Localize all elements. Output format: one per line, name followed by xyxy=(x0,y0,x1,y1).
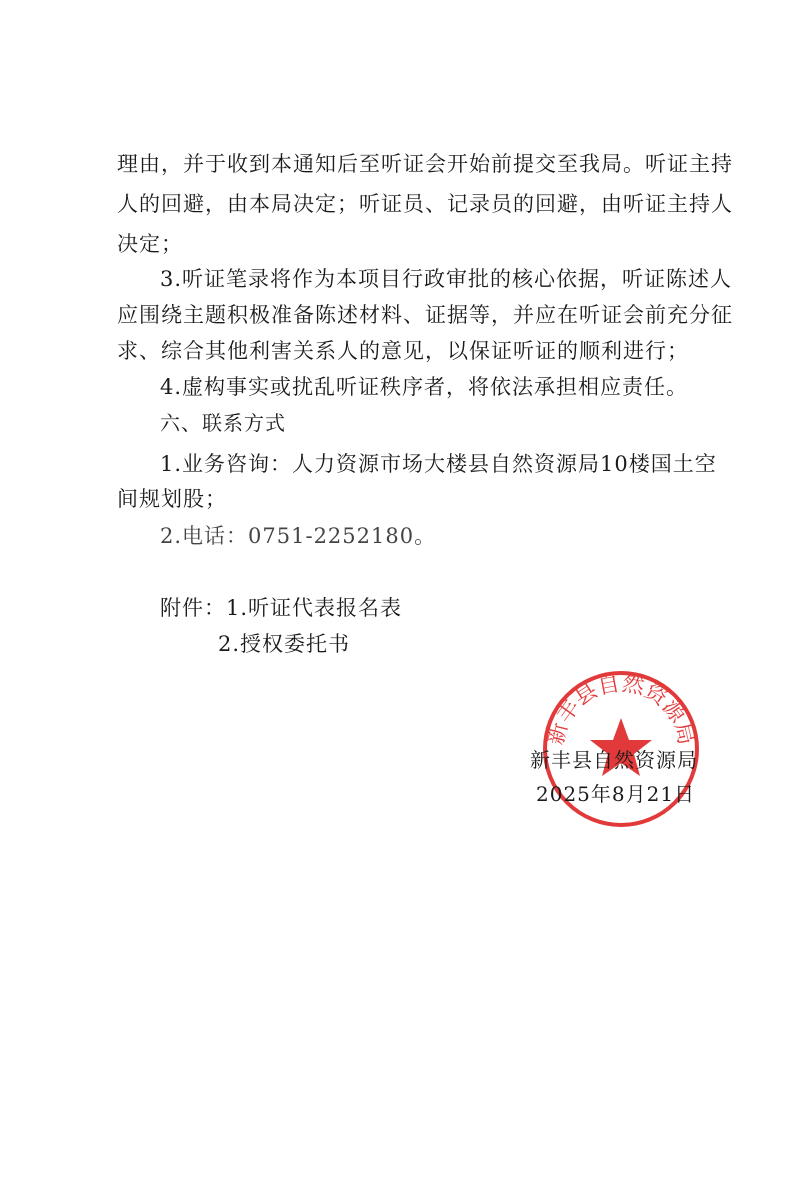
paragraph-line: 人的回避，由本局决定；听证员、记录员的回避，由听证主持人 xyxy=(117,192,733,216)
signature-date: 2025年8月21日 xyxy=(536,782,696,806)
contact-line: 间规划股； xyxy=(117,487,227,511)
paragraph-line: 4.虚构事实或扰乱听证秩序者，将依法承担相应责任。 xyxy=(160,375,689,399)
paragraph-line: 3.听证笔录将作为本项目行政审批的核心依据，听证陈述人 xyxy=(160,267,733,291)
paragraph-line: 决定； xyxy=(117,232,183,256)
paragraph-line: 求、综合其他利害关系人的意见，以保证听证的顺利进行； xyxy=(117,339,689,363)
attachment-item: 2.授权委托书 xyxy=(218,632,351,656)
paragraph-line: 理由，并于收到本通知后至听证会开始前提交至我局。听证主持 xyxy=(117,152,733,176)
attachment-label: 附件：1.听证代表报名表 xyxy=(160,596,403,620)
phone-line: 2.电话：0751-2252180。 xyxy=(160,524,437,548)
section-heading: 六、联系方式 xyxy=(160,411,286,435)
signature-org: 新丰县自然资源局 xyxy=(530,748,698,772)
contact-line: 1.业务咨询：人力资源市场大楼县自然资源局10楼国土空 xyxy=(160,452,717,476)
paragraph-line: 应围绕主题积极准备陈述材料、证据等，并应在听证会前充分征 xyxy=(117,303,733,327)
seal-text: 新丰县自然资源局 xyxy=(543,671,699,748)
